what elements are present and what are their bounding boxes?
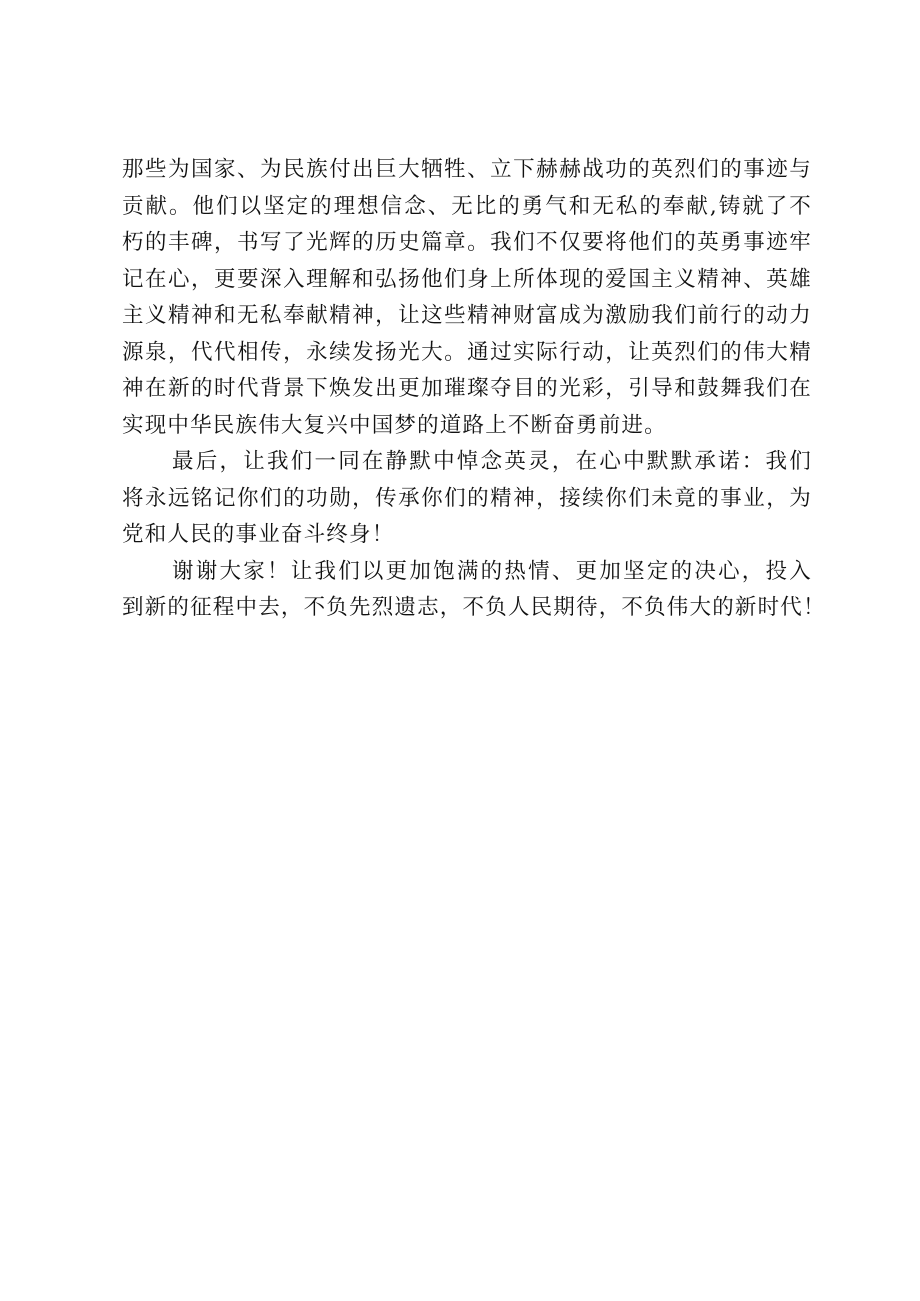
paragraph-1 (122, 152, 812, 444)
paragraph-line: 贡献。他们以坚定的理想信念、无比的勇气和无私的奉献,铸就了不 (122, 193, 812, 219)
paragraph-line: 记在心，更要深入理解和弘扬他们身上所体现的爱国主义精神、英雄 (122, 266, 812, 292)
paragraph-line: 谢谢大家！让我们以更加饱满的热情、更加坚定的决心，投入 (172, 558, 812, 584)
paragraph-3 (122, 554, 826, 627)
paragraph-line: 将永远铭记你们的功勋，传承你们的精神，接续你们未竟的事业，为 (122, 485, 812, 511)
paragraph-line: 党和人民的事业奋斗终身！ (122, 522, 395, 547)
paragraph-line: 到新的征程中去，不负先烈遗志，不负人民期待，不负伟大的新时代！ (122, 595, 826, 620)
paragraph-line: 那些为国家、为民族付出巨大牺牲、立下赫赫战功的英烈们的事迹与 (122, 157, 812, 182)
paragraph-2 (122, 444, 812, 554)
document-body (122, 152, 826, 627)
paragraph-line: 主义精神和无私奉献精神，让这些精神财富成为激励我们前行的动力 (122, 303, 812, 328)
paragraph-line: 最后，让我们一同在静默中悼念英灵，在心中默默承诺：我们 (172, 449, 812, 474)
paragraph-line: 源泉，代代相传，永续发扬光大。通过实际行动，让英烈们的伟大精 (122, 339, 812, 365)
paragraph-line: 朽的丰碑，书写了光辉的历史篇章。我们不仅要将他们的英勇事迹牢 (122, 230, 812, 255)
paragraph-line: 神在新的时代背景下焕发出更加璀璨夺目的光彩，引导和鼓舞我们在 (122, 376, 812, 401)
paragraph-line: 实现中华民族伟大复兴中国梦的道路上不断奋勇前进。 (122, 412, 667, 438)
